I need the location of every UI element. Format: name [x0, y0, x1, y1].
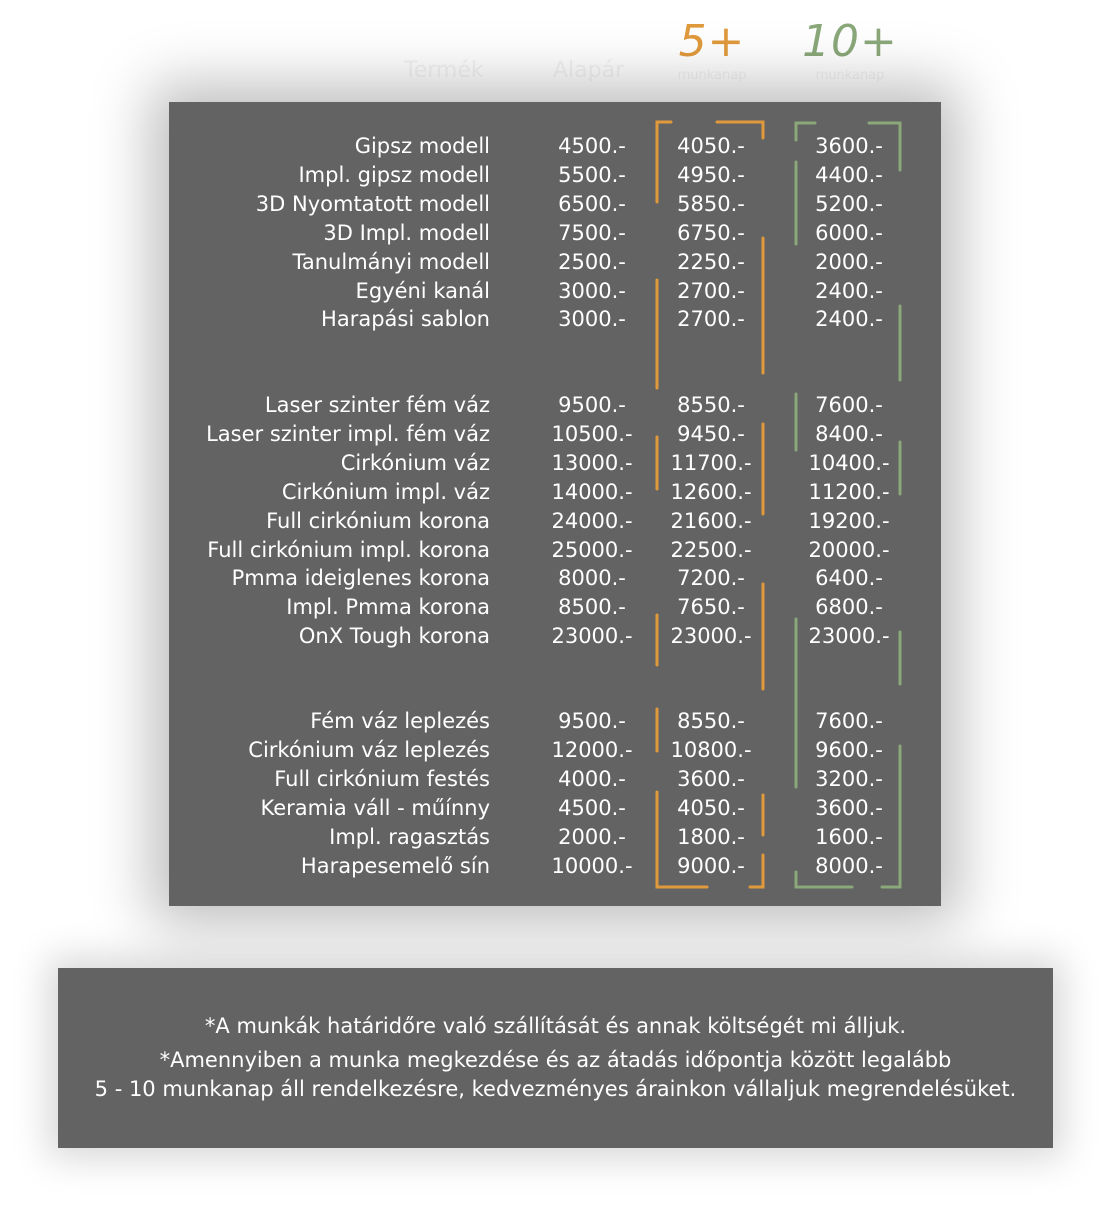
table-row: Harapesemelő sín 10000.- 9000.- 8000.-: [169, 852, 941, 881]
note-discount-line-1: *Amennyiben a munka megkezdése és az átadás időpontja között legalább: [159, 1048, 952, 1072]
table-row: Tanulmányi modell 2500.- 2250.- 2000.-: [169, 248, 941, 277]
note-discount-line-2: 5 - 10 munkanap áll rendelkezésre, kedvezményes árainkon vállaljuk megrendelésüket.: [94, 1077, 1017, 1101]
table-row: Full cirkónium festés 4000.- 3600.- 3200.-: [169, 765, 941, 794]
table-row: Cirkónium váz leplezés 12000.- 10800.- 9600.-: [169, 736, 941, 765]
product-name: Laser szinter impl. fém váz: [206, 421, 490, 446]
product-name: Impl. Pmma korona: [286, 595, 490, 620]
header-tier-5: [650, 16, 774, 83]
product-name: Tanulmányi modell: [292, 249, 490, 274]
product-name: Cirkónium váz leplezés: [248, 737, 490, 762]
table-row: Fém váz leplezés 9500.- 8550.- 7600.-: [169, 707, 941, 736]
table-row: Cirkónium váz 13000.- 11700.- 10400.-: [169, 449, 941, 478]
note-delivery: *A munkák határidőre való szállítását és annak költségét mi álljuk.: [204, 1014, 907, 1038]
product-name: Fém váz leplezés: [310, 709, 490, 733]
table-row: Gipsz modell 4500.- 4050.- 3600.-: [169, 132, 941, 161]
product-name: Keramia váll - műínny: [260, 795, 490, 820]
bracket-tier-10: [796, 123, 900, 887]
product-name: Impl. ragasztás: [329, 824, 490, 849]
table-row: Pmma ideiglenes korona 8000.- 7200.- 6400.-: [169, 564, 941, 593]
header-base-price: Alapár: [553, 58, 625, 83]
tier-brackets: [169, 102, 941, 906]
product-name: Full cirkónium impl. korona: [207, 537, 490, 562]
product-name: Full cirkónium korona: [266, 508, 490, 533]
table-row: Laser szinter fém váz 9500.- 8550.- 7600.-: [169, 391, 941, 420]
table-row: 3D Nyomtatott modell 6500.- 5850.- 5200.-: [169, 190, 941, 219]
bracket-tier-5: [657, 122, 763, 887]
table-row: Cirkónium impl. váz 14000.- 12600.- 11200.-: [169, 478, 941, 507]
tier-10-label: 10+: [802, 16, 898, 67]
product-name: Cirkónium váz: [340, 450, 490, 475]
tier-10-sub: munkanap: [815, 68, 885, 83]
table-row: Keramia váll - műínny 4500.- 4050.- 3600.-: [169, 794, 941, 823]
table-row: 3D Impl. modell 7500.- 6750.- 6000.-: [169, 219, 941, 248]
table-row: OnX Tough korona 23000.- 23000.- 23000.-: [169, 622, 941, 651]
product-name: Impl. gipsz modell: [298, 162, 490, 187]
product-name: 3D Impl. modell: [323, 220, 490, 245]
header-tier-10: [786, 16, 914, 83]
product-name: Full cirkónium festés: [274, 766, 490, 791]
table-row: Impl. Pmma korona 8500.- 7650.- 6800.-: [169, 593, 941, 622]
product-name: OnX Tough korona: [298, 624, 490, 649]
price-table: [169, 102, 941, 906]
table-row: Impl. ragasztás 2000.- 1800.- 1600.-: [169, 823, 941, 852]
tier-5-sub: munkanap: [677, 68, 747, 83]
tier-5-label: 5+: [678, 16, 746, 67]
table-row: Full cirkónium impl. korona 25000.- 22500.- 20000.-: [169, 536, 941, 565]
table-row: Full cirkónium korona 24000.- 21600.- 19200.-: [169, 507, 941, 536]
table-row: Impl. gipsz modell 5500.- 4950.- 4400.-: [169, 161, 941, 190]
product-name: Harapesemelő sín: [300, 853, 490, 878]
product-name: Harapási sablon: [321, 307, 490, 332]
table-row: Harapási sablon 3000.- 2700.- 2400.-: [169, 305, 941, 334]
product-name: 3D Nyomtatott modell: [255, 191, 490, 216]
product-name: Pmma ideiglenes korona: [231, 566, 490, 591]
table-row: Egyéni kanál 3000.- 2700.- 2400.-: [169, 277, 941, 306]
product-name: Cirkónium impl. váz: [281, 479, 490, 504]
product-name: Egyéni kanál: [355, 278, 490, 303]
table-row: Laser szinter impl. fém váz 10500.- 9450.- 8400.-: [169, 420, 941, 449]
product-name: Gipsz modell: [354, 134, 490, 158]
header-product: Termék: [404, 58, 484, 83]
product-name: Laser szinter fém váz: [264, 393, 490, 417]
notes-box: [58, 968, 1053, 1148]
